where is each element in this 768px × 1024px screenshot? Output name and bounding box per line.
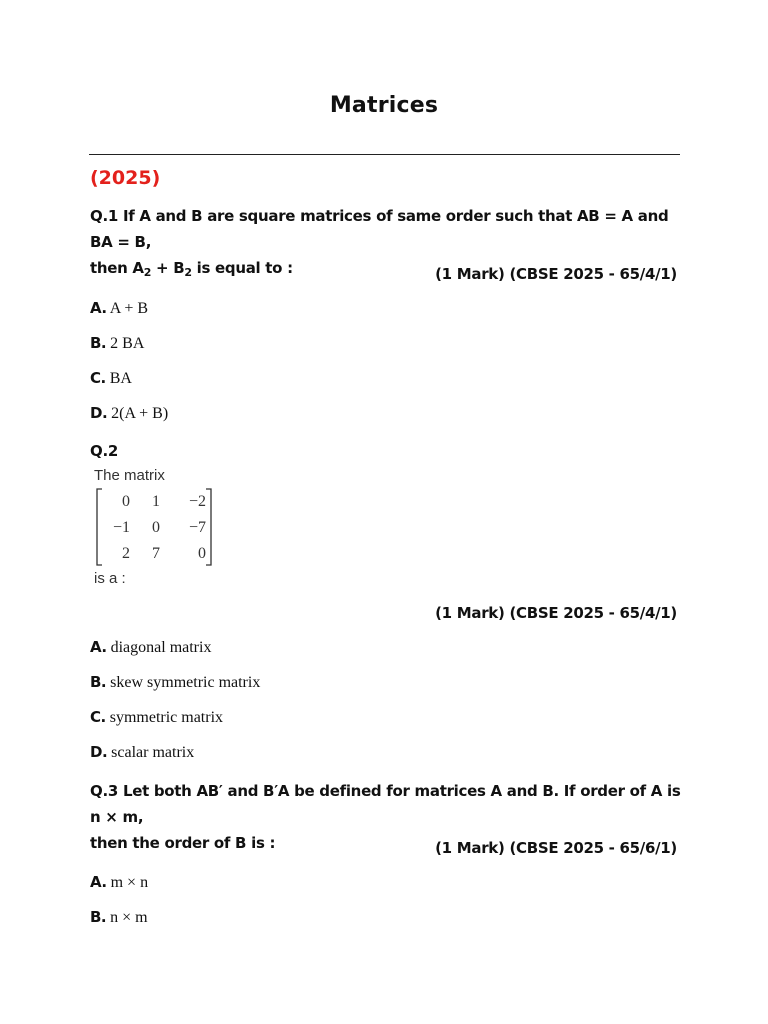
question-1-option-c bbox=[90, 369, 132, 388]
option-text: diagonal matrix bbox=[110, 639, 212, 656]
title-divider bbox=[89, 154, 680, 155]
question-3-marks: (1 Mark) (CBSE 2025 - 65/6/1) bbox=[435, 839, 677, 857]
page-title: Matrices bbox=[329, 93, 439, 118]
question-1-line-2-mid: + B bbox=[151, 259, 185, 277]
option-text: 2(A + B) bbox=[111, 405, 169, 422]
question-1-option-a bbox=[90, 299, 148, 318]
matrix-cell: 7 bbox=[152, 545, 160, 562]
option-text: skew symmetric matrix bbox=[110, 674, 261, 691]
matrix-cell: −1 bbox=[112, 519, 130, 536]
option-label: C. bbox=[90, 369, 106, 387]
question-3-line-2: then the order of B is : bbox=[90, 834, 276, 852]
option-text: 2 BA bbox=[110, 335, 145, 352]
question-1-option-b bbox=[90, 334, 144, 353]
left-bracket bbox=[97, 489, 102, 565]
option-text: BA bbox=[109, 370, 132, 387]
question-1-label: Q.1 bbox=[90, 207, 118, 225]
question-2-option-a bbox=[90, 638, 211, 657]
option-label: B. bbox=[90, 908, 107, 926]
option-text: m × n bbox=[110, 874, 149, 891]
question-1-line-2-prefix: then A bbox=[90, 259, 144, 277]
question-3-option-b bbox=[90, 908, 148, 927]
matrix-cell: 2 bbox=[122, 545, 130, 562]
matrix-outro-text: is a : bbox=[94, 570, 126, 587]
option-text: A + B bbox=[109, 300, 149, 317]
option-label: D. bbox=[90, 404, 108, 422]
question-1-marks: (1 Mark) (CBSE 2025 - 65/4/1) bbox=[435, 265, 677, 283]
question-3-line-1 bbox=[90, 778, 690, 830]
subscript-a: 2 bbox=[143, 266, 152, 279]
option-text: symmetric matrix bbox=[109, 709, 224, 726]
question-3-line-1-text: Let both AB′ and B′A be defined for matrices A and B. If order of A is n × m, bbox=[90, 782, 681, 826]
option-label: C. bbox=[90, 708, 106, 726]
option-label: B. bbox=[90, 334, 107, 352]
question-3-option-a bbox=[90, 873, 148, 892]
question-1-line-1 bbox=[90, 203, 690, 255]
matrix-cell: 0 bbox=[152, 519, 160, 536]
question-1-line-2-suffix: is equal to : bbox=[191, 259, 293, 277]
question-2-marks: (1 Mark) (CBSE 2025 - 65/4/1) bbox=[435, 604, 677, 622]
question-2-label: Q.2 bbox=[90, 442, 118, 460]
option-label: A. bbox=[90, 873, 107, 891]
right-bracket bbox=[206, 489, 211, 565]
option-label: D. bbox=[90, 743, 108, 761]
matrix-svg bbox=[94, 487, 224, 567]
question-2-option-d bbox=[90, 743, 194, 762]
matrix-cell: −7 bbox=[188, 519, 206, 536]
matrix-cell: 0 bbox=[122, 493, 130, 510]
option-text: n × m bbox=[110, 909, 148, 926]
matrix-intro-text: The matrix bbox=[94, 467, 165, 484]
matrix-cell: 0 bbox=[198, 545, 206, 562]
question-2-option-c bbox=[90, 708, 223, 727]
matrix-cell: 1 bbox=[152, 493, 160, 510]
subscript-b: 2 bbox=[184, 266, 192, 279]
option-label: A. bbox=[90, 299, 107, 317]
question-1-option-d bbox=[90, 404, 168, 423]
question-2-option-b bbox=[90, 673, 260, 692]
option-text: scalar matrix bbox=[111, 744, 195, 761]
question-1-line-1-text: If A and B are square matrices of same order such that AB = A and BA = B, bbox=[90, 207, 669, 251]
year-heading: (2025) bbox=[90, 167, 161, 189]
option-label: B. bbox=[90, 673, 107, 691]
option-label: A. bbox=[90, 638, 107, 656]
question-3-label: Q.3 bbox=[90, 782, 118, 800]
matrix-figure bbox=[94, 467, 234, 592]
matrix-cell: −2 bbox=[188, 493, 206, 510]
